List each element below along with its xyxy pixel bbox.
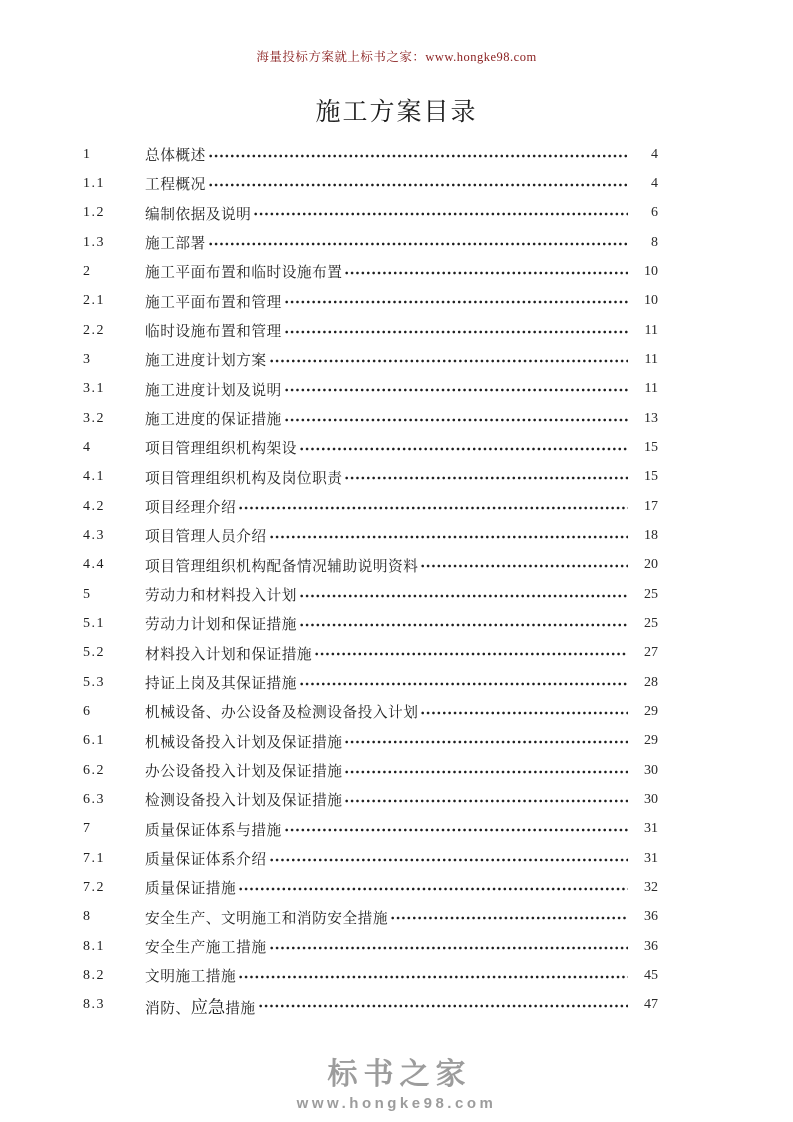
toc-entry-number: 4.1: [83, 469, 105, 485]
toc-entry-page: 8: [651, 234, 658, 250]
toc-entry-page: 30: [644, 791, 658, 807]
toc-entry-title: 检测设备投入计划及保证措施: [145, 793, 343, 810]
toc-entry-title: 项目管理组织机构架设: [145, 441, 297, 458]
toc-entry-title: 劳动力计划和保证措施: [145, 617, 297, 634]
dot-leader: [238, 506, 628, 510]
toc-entry-page: 17: [644, 498, 658, 514]
toc-entry: [83, 668, 658, 697]
toc-entry: [83, 873, 658, 902]
toc-entry-number: 8.1: [83, 938, 105, 954]
toc-entry-title: 项目管理组织机构配备情况辅助说明资料: [145, 558, 419, 575]
toc-entry: [83, 609, 658, 638]
toc-entry-page: 28: [644, 674, 658, 690]
toc-entry-number: 1.3: [83, 234, 105, 250]
dot-leader: [344, 799, 628, 803]
toc-entry-page: 18: [644, 527, 658, 543]
toc-entry-page: 6: [651, 205, 658, 221]
dot-leader: [208, 242, 628, 246]
toc-entry-page: 47: [644, 997, 658, 1013]
dot-leader: [284, 330, 628, 334]
toc-entry: [83, 756, 658, 785]
toc-entry-page: 45: [644, 967, 658, 983]
toc-entry-page: 31: [644, 821, 658, 837]
page-title: 施工方案目录: [315, 99, 478, 126]
toc-entry-number: 6: [83, 703, 92, 719]
toc-entry-page: 11: [644, 322, 658, 338]
dot-leader: [238, 887, 628, 891]
toc-entry: [83, 463, 658, 492]
toc-entry-page: 10: [644, 263, 658, 279]
toc-entry-title: 临时设施布置和管理: [145, 324, 282, 341]
dot-leader: [269, 946, 628, 950]
toc-entry-title: 总体概述: [145, 148, 206, 165]
toc-entry-page: 25: [644, 586, 658, 602]
dot-leader: [299, 623, 628, 627]
toc-entry-page: 15: [644, 469, 658, 485]
toc-entry: [83, 257, 658, 286]
toc-entry-number: 2.2: [83, 322, 105, 338]
toc-entry-title: 项目经理介绍: [145, 500, 237, 517]
toc-entry: [83, 551, 658, 580]
toc-entry-title: 施工平面布置和管理: [145, 294, 282, 311]
toc-entry-page: 32: [644, 879, 658, 895]
dot-leader: [238, 975, 628, 979]
dot-leader: [344, 770, 628, 774]
toc-entry-page: 27: [644, 645, 658, 661]
toc-entry-title: 消防、应急措施: [145, 997, 256, 1017]
dot-leader: [299, 594, 628, 598]
toc-entry-title: 劳动力和材料投入计划: [145, 588, 297, 605]
toc-entry: [83, 433, 658, 462]
toc-entry: [83, 844, 658, 873]
toc-entry-page: 36: [644, 909, 658, 925]
toc-entry-title: 施工平面布置和临时设施布置: [145, 265, 343, 282]
dot-leader: [420, 711, 628, 715]
toc-entry: [83, 492, 658, 521]
toc-entry-page: 31: [644, 850, 658, 866]
toc-entry: [83, 903, 658, 932]
dot-leader: [284, 388, 628, 392]
toc-entry: [83, 932, 658, 961]
toc-entry-title: 安全生产、文明施工和消防安全措施: [145, 910, 389, 927]
toc-entry-number: 7: [83, 821, 92, 837]
toc-entry-number: 6.3: [83, 791, 105, 807]
toc-entry-page: 15: [644, 439, 658, 455]
toc-entry: [83, 697, 658, 726]
site-logo: 标书之家: [327, 1058, 472, 1091]
toc-entry-page: 13: [644, 410, 658, 426]
toc-entry-title: 施工进度计划及说明: [145, 382, 282, 399]
toc-entry-number: 4: [83, 439, 92, 455]
toc-entry-number: 7.1: [83, 850, 105, 866]
dot-leader: [284, 828, 628, 832]
toc-entry: [83, 169, 658, 198]
toc-entry-title: 质量保证措施: [145, 881, 237, 898]
dot-leader: [284, 418, 628, 422]
dot-leader: [269, 858, 628, 862]
toc-entry-page: 10: [644, 293, 658, 309]
dot-leader: [253, 212, 628, 216]
toc-entry-page: 20: [644, 557, 658, 573]
toc-entry-number: 8.2: [83, 967, 105, 983]
toc-entry-title: 项目管理人员介绍: [145, 529, 267, 546]
toc-entry-page: 29: [644, 733, 658, 749]
toc-entry-page: 11: [644, 381, 658, 397]
dot-leader: [344, 271, 628, 275]
dot-leader: [269, 359, 628, 363]
dot-leader: [314, 652, 628, 656]
toc-entry-number: 4.4: [83, 557, 105, 573]
toc-entry: [83, 316, 658, 345]
dot-leader: [299, 682, 628, 686]
toc-entry-title: 项目管理组织机构及岗位职责: [145, 470, 343, 487]
toc-entry-title: 施工进度的保证措施: [145, 412, 282, 429]
toc-entry-number: 6.2: [83, 762, 105, 778]
toc-entry-title: 编制依据及说明: [145, 206, 252, 223]
dot-leader: [284, 300, 628, 304]
toc-list: [83, 140, 658, 1020]
toc-entry-number: 3.1: [83, 381, 105, 397]
toc-entry-title: 工程概况: [145, 177, 206, 194]
toc-entry-title: 机械设备投入计划及保证措施: [145, 734, 343, 751]
dot-leader: [258, 1004, 628, 1008]
dot-leader: [344, 740, 628, 744]
toc-entry-title: 文明施工措施: [145, 969, 237, 986]
toc-entry: [83, 815, 658, 844]
toc-entry: [83, 228, 658, 257]
toc-entry-number: 2.1: [83, 293, 105, 309]
toc-entry-number: 4.3: [83, 527, 105, 543]
toc-entry-title: 质量保证体系介绍: [145, 852, 267, 869]
toc-entry-number: 1.2: [83, 205, 105, 221]
dot-leader: [299, 447, 628, 451]
toc-entry-number: 5: [83, 586, 92, 602]
toc-entry-title: 质量保证体系与措施: [145, 822, 282, 839]
toc-entry-number: 3: [83, 351, 92, 367]
toc-entry: [83, 991, 658, 1020]
toc-entry-title: 持证上岗及其保证措施: [145, 676, 297, 693]
dot-leader: [208, 183, 628, 187]
toc-entry-number: 1: [83, 146, 92, 162]
toc-entry-number: 8.3: [83, 997, 105, 1013]
toc-entry-title: 机械设备、办公设备及检测设备投入计划: [145, 705, 419, 722]
toc-entry-number: 5.2: [83, 645, 105, 661]
toc-entry-title: 办公设备投入计划及保证措施: [145, 764, 343, 781]
toc-entry-title: 安全生产施工措施: [145, 940, 267, 957]
toc-entry: [83, 404, 658, 433]
toc-entry: [83, 375, 658, 404]
toc-entry-page: 11: [644, 351, 658, 367]
toc-entry: [83, 785, 658, 814]
toc-entry-title: 施工进度计划方案: [145, 353, 267, 370]
dot-leader: [344, 476, 628, 480]
toc-entry-title: 施工部署: [145, 236, 206, 253]
toc-entry: [83, 639, 658, 668]
toc-entry-page: 29: [644, 703, 658, 719]
toc-entry-title: 材料投入计划和保证措施: [145, 646, 313, 663]
site-url: www.hongke98.com: [296, 1095, 497, 1112]
toc-entry-page: 36: [644, 938, 658, 954]
toc-entry-number: 5.1: [83, 615, 105, 631]
toc-entry: [83, 727, 658, 756]
toc-entry-page: 25: [644, 615, 658, 631]
toc-entry-page: 4: [651, 175, 658, 191]
toc-entry: [83, 580, 658, 609]
dot-leader: [208, 154, 628, 158]
toc-entry: [83, 521, 658, 550]
dot-leader: [390, 916, 628, 920]
footer-watermark: [0, 1058, 793, 1113]
toc-entry-number: 5.3: [83, 674, 105, 690]
toc-entry: [83, 140, 658, 169]
toc-entry-number: 4.2: [83, 498, 105, 514]
toc-entry-number: 8: [83, 909, 92, 925]
toc-entry-number: 7.2: [83, 879, 105, 895]
toc-entry-number: 2: [83, 263, 92, 279]
dot-leader: [420, 564, 628, 568]
toc-entry: [83, 199, 658, 228]
toc-entry: [83, 287, 658, 316]
toc-entry-title-emphasis: 应急: [190, 997, 226, 1017]
toc-entry: [83, 345, 658, 374]
dot-leader: [269, 535, 628, 539]
toc-entry-page: 4: [651, 146, 658, 162]
toc-entry-number: 6.1: [83, 733, 105, 749]
toc-entry-number: 3.2: [83, 410, 105, 426]
header-promo-text: 海量投标方案就上标书之家：www.hongke98.com: [256, 50, 537, 64]
toc-entry: [83, 961, 658, 990]
toc-entry-number: 1.1: [83, 175, 105, 191]
toc-entry-page: 30: [644, 762, 658, 778]
